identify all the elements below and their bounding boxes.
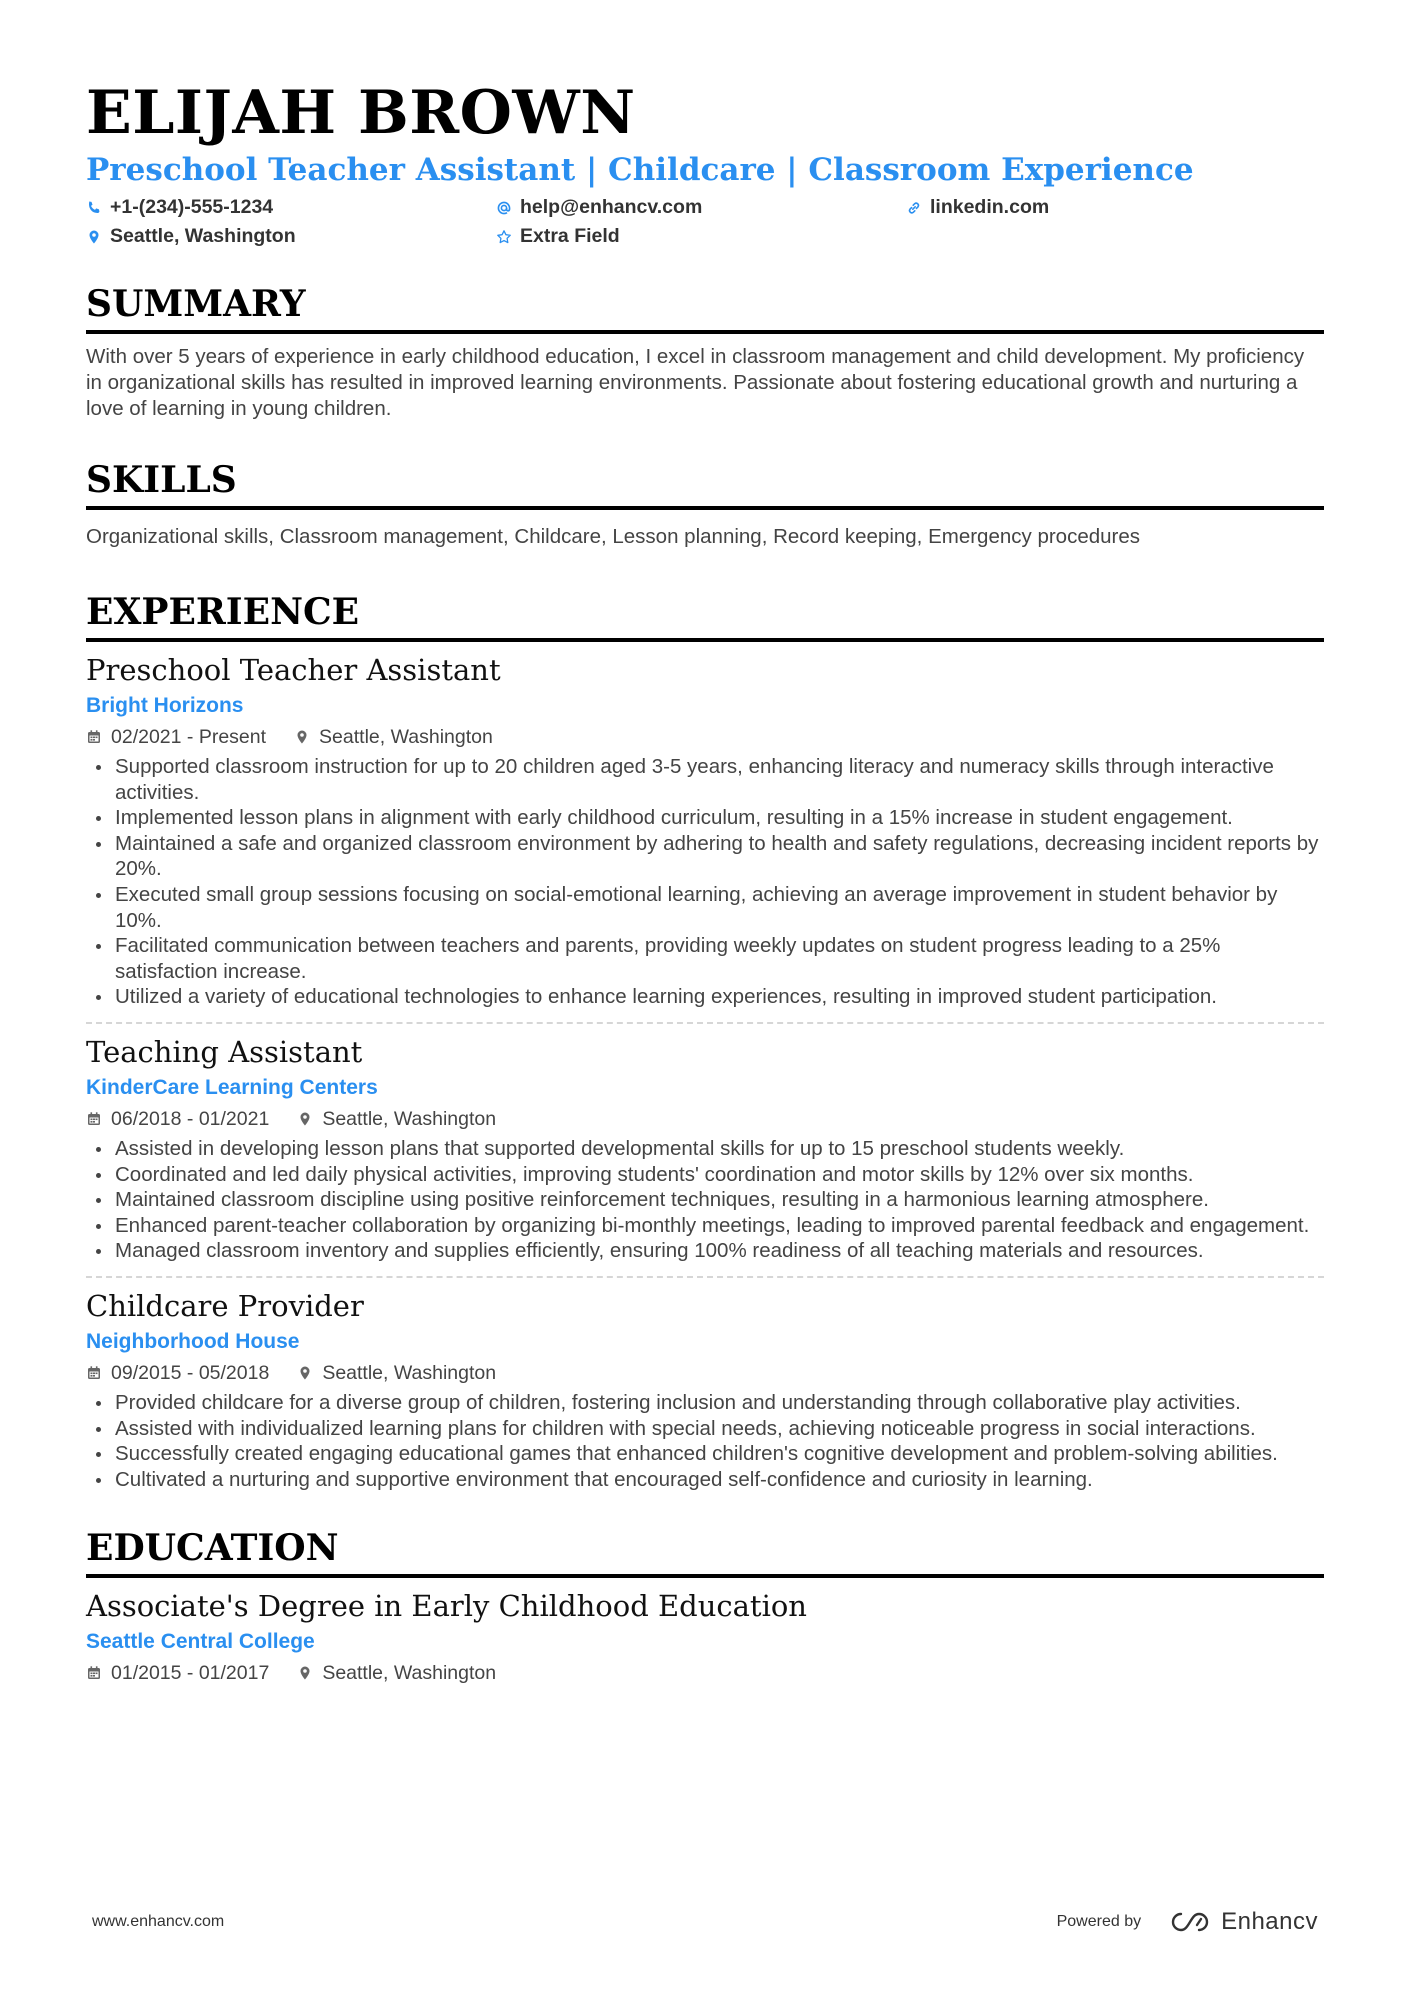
list-item: Implemented lesson plans in alignment with early childhood curriculum, resulting in a 15% increase in student engagement.	[86, 805, 1324, 831]
list-item: Facilitated communication between teachers and parents, providing weekly updates on student progress leading to a 25% satisfaction increase.	[86, 933, 1324, 984]
job-location-text: Seattle, Washington	[322, 1107, 497, 1130]
candidate-name: ELIJAH BROWN	[86, 78, 636, 148]
list-item: Maintained a safe and organized classroom environment by adhering to health and safety regulations, decreasing incident reports by 20%.	[86, 831, 1324, 882]
list-item: Cultivated a nurturing and supportive environment that encouraged self-confidence and curiosity in learning.	[86, 1467, 1324, 1493]
contact-linkedin[interactable]	[906, 194, 1206, 221]
location-icon	[294, 729, 310, 745]
job-dates	[86, 1106, 269, 1132]
education-location	[297, 1660, 496, 1686]
job-bullets	[86, 1390, 1324, 1492]
skills-section	[86, 460, 1324, 550]
enhancv-logo-icon	[1167, 1910, 1213, 1934]
calendar-icon	[86, 1665, 102, 1681]
powered-by-label: Powered by	[1056, 1913, 1142, 1930]
job-location	[297, 1360, 496, 1386]
education-entry	[86, 1578, 1324, 1698]
education-dates-text: 01/2015 - 01/2017	[111, 1662, 270, 1685]
job-meta	[86, 1106, 1324, 1132]
location-icon	[297, 1665, 313, 1681]
degree-title: Associate's Degree in Early Childhood Education	[86, 1589, 807, 1624]
job-bullets	[86, 754, 1324, 1010]
resume-header	[86, 78, 1324, 250]
job-title: Childcare Provider	[86, 1288, 364, 1323]
list-item: Assisted with individualized learning plans for children with special needs, achieving noticeable progress in social interactions.	[86, 1416, 1324, 1442]
at-icon	[496, 200, 512, 216]
list-item: Maintained classroom discipline using positive reinforcement techniques, resulting in a harmonious learning atmosphere.	[86, 1187, 1324, 1213]
list-item: Supported classroom instruction for up to 20 children aged 3-5 years, enhancing literacy and numeracy skills through interactive activities.	[86, 754, 1324, 805]
education-location-text: Seattle, Washington	[322, 1662, 497, 1685]
contact-email[interactable]	[496, 194, 906, 221]
summary-text: With over 5 years of experience in early childhood education, I excel in classroom management and child development. My proficiency in organizational skills has resulted in improved learning environments. Passionate about fostering educational growth and nurturing a love of learning in young children.	[86, 345, 1305, 420]
location-icon	[86, 229, 102, 245]
job-bullets	[86, 1136, 1324, 1264]
education-title: EDUCATION	[86, 1528, 1324, 1578]
list-item: Provided childcare for a diverse group of children, fostering inclusion and understanding through collaborative play activities.	[86, 1390, 1324, 1416]
job-dates-text: 02/2021 - Present	[111, 726, 267, 748]
experience-entry	[86, 1024, 1324, 1278]
skills-text: Organizational skills, Classroom management, Childcare, Lesson planning, Record keeping, Emergency procedures	[86, 525, 1141, 548]
contact-location-text: Seattle, Washington	[110, 225, 296, 247]
summary-title: SUMMARY	[86, 284, 1324, 334]
footer-url[interactable]: www.enhancv.com	[92, 1913, 225, 1930]
experience-entry	[86, 642, 1324, 1024]
education-meta	[86, 1660, 1324, 1686]
location-icon	[297, 1111, 313, 1127]
job-dates	[86, 1360, 269, 1386]
powered-by	[1057, 1908, 1318, 1936]
list-item: Utilized a variety of educational technologies to enhance learning experiences, resulting in improved student participation.	[86, 984, 1324, 1010]
phone-icon	[86, 200, 102, 216]
experience-section	[86, 592, 1324, 1504]
experience-entry	[86, 1278, 1324, 1504]
summary-section	[86, 284, 1324, 422]
contact-phone-text: +1-(234)-555-1234	[110, 196, 274, 218]
contact-email-text: help@enhancv.com	[520, 196, 703, 218]
education-dates	[86, 1660, 269, 1686]
link-icon	[906, 200, 922, 216]
job-dates-text: 09/2015 - 05/2018	[111, 1361, 270, 1384]
list-item: Managed classroom inventory and supplies efficiently, ensuring 100% readiness of all teaching materials and resources.	[86, 1238, 1324, 1264]
company-name: Neighborhood House	[86, 1329, 300, 1353]
job-meta	[86, 724, 1324, 750]
school-name: Seattle Central College	[86, 1630, 315, 1654]
star-icon	[496, 229, 512, 245]
job-location	[297, 1106, 496, 1132]
job-dates-text: 06/2018 - 01/2021	[111, 1107, 270, 1130]
company-name: KinderCare Learning Centers	[86, 1075, 378, 1099]
list-item: Executed small group sessions focusing on social-emotional learning, achieving an average improvement in student behavior by 10%.	[86, 882, 1324, 933]
contact-extra-field-text: Extra Field	[520, 225, 620, 247]
calendar-icon	[86, 729, 102, 745]
education-section	[86, 1528, 1324, 1698]
location-icon	[297, 1365, 313, 1381]
job-location-text: Seattle, Washington	[322, 1361, 497, 1384]
contact-location	[86, 223, 496, 250]
list-item: Enhanced parent-teacher collaboration by organizing bi-monthly meetings, leading to improved parental feedback and engagement.	[86, 1213, 1324, 1239]
job-title: Teaching Assistant	[86, 1034, 363, 1069]
job-dates	[86, 724, 266, 750]
job-location	[294, 724, 493, 750]
list-item: Successfully created engaging educational games that enhanced children's cognitive development and problem-solving abilities.	[86, 1441, 1324, 1467]
calendar-icon	[86, 1111, 102, 1127]
job-location-text: Seattle, Washington	[319, 726, 493, 748]
skills-title: SKILLS	[86, 460, 1324, 510]
brand-name: Enhancv	[1221, 1908, 1318, 1935]
page-footer	[92, 1908, 1318, 1936]
job-title: Preschool Teacher Assistant	[86, 653, 501, 687]
company-name: Bright Horizons	[86, 694, 244, 717]
contact-phone[interactable]	[86, 194, 496, 221]
contact-extra-field	[496, 223, 906, 250]
job-meta	[86, 1360, 1324, 1386]
candidate-headline: Preschool Teacher Assistant | Childcare | Classroom Experience	[86, 152, 1194, 188]
calendar-icon	[86, 1365, 102, 1381]
experience-title: EXPERIENCE	[86, 592, 1324, 642]
enhancv-logo[interactable]	[1167, 1908, 1318, 1936]
contact-list	[86, 194, 1324, 250]
list-item: Assisted in developing lesson plans that supported developmental skills for up to 15 preschool students weekly.	[86, 1136, 1324, 1162]
contact-linkedin-text: linkedin.com	[930, 196, 1050, 218]
list-item: Coordinated and led daily physical activities, improving students' coordination and motor skills by 12% over six months.	[86, 1162, 1324, 1188]
